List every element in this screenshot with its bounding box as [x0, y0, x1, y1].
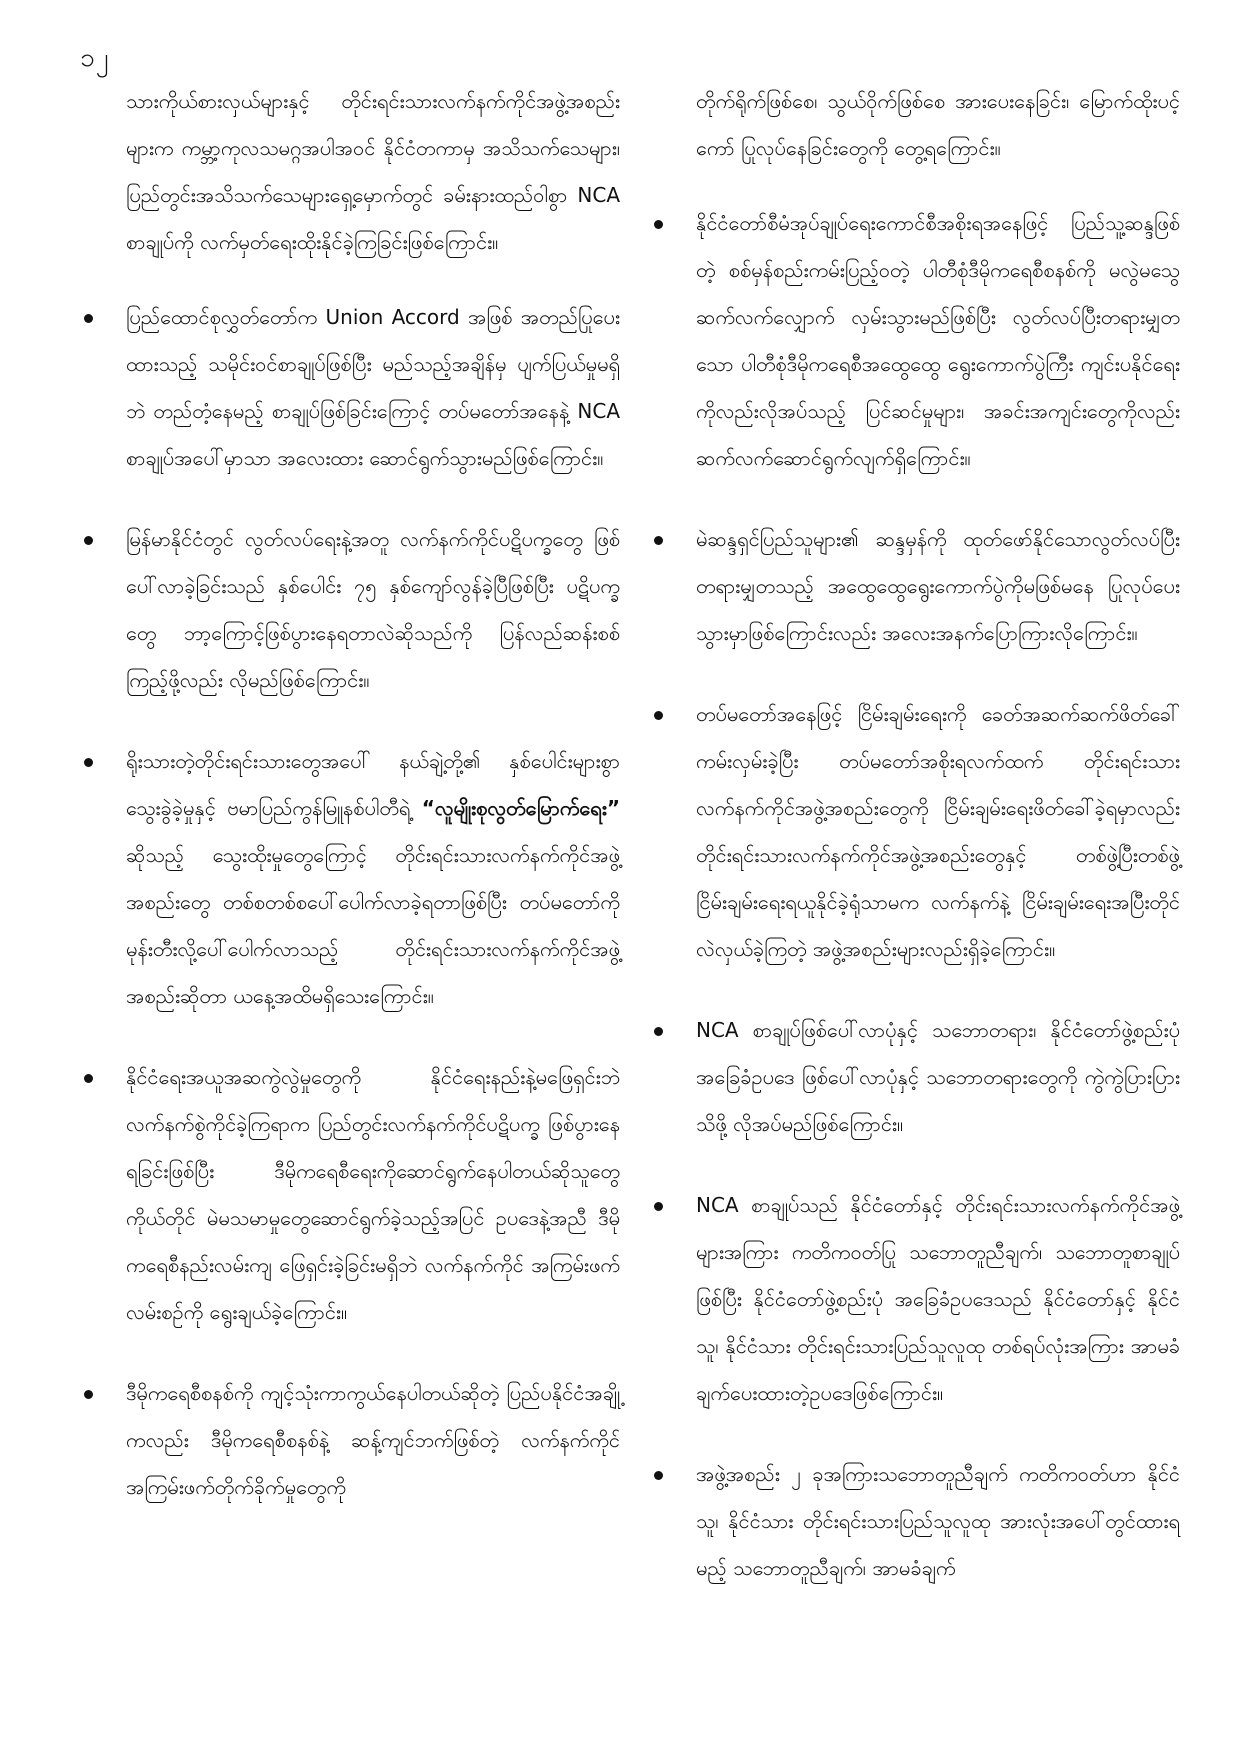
- bullet-text: အဖွဲ့အစည်း ၂ ခုအကြားသဘောတူညီချက် ကတိကဝတ်ဟာ နိုင်ငံသူ၊ နိုင်ငံသား တိုင်းရင်းသားပြည်သူလူထု အားလုံးအပေါ်တွင်ထားရမည့် သဘောတူညီချက်၊ အာမခံချက်: [696, 1462, 1180, 1580]
- bullet-item: [650, 1007, 1180, 1148]
- bullet-dot-icon: [84, 1390, 93, 1399]
- bullet-dot-icon: [654, 536, 663, 545]
- bullet-text: NCA စာချုပ်ဖြစ်ပေါ်လာပုံနှင့် သဘောတရား၊ နိုင်ငံတော်ဖွဲ့စည်းပုံ အခြေခံဥပဒေ ဖြစ်ပေါ်လာပုံနှင့် သဘောတရားတွေကို ကွဲကွဲပြားပြားသိဖို့ လိုအပ်မည်ဖြစ်ကြောင်း။: [696, 1018, 1180, 1136]
- bullet-item: [80, 516, 620, 704]
- bullet-dot-icon: [654, 1202, 663, 1211]
- bullet-text: မြန်မာနိုင်ငံတွင် လွတ်လပ်ရေးနဲ့အတူ လက်နက်ကိုင်ပဋိပက္ခတွေ ဖြစ်ပေါ်လာခဲ့ခြင်းသည် နှစ်ပေါင်း ၇၅ နှစ်ကျော်လွန်ခဲ့ပြီဖြစ်ပြီး ပဋိပက္ခတွေ ဘာ့ကြောင့်ဖြစ်ပွားနေရတာလဲဆိုသည်ကို ပြန်လည်ဆန်းစစ်ကြည့်ဖို့လည်း လိုမည်ဖြစ်ကြောင်း။: [126, 527, 620, 692]
- bullet-dot-icon: [84, 314, 93, 323]
- bullet-item: [80, 738, 620, 1020]
- bullet-text-post: ဆိုသည့် သွေးထိုးမှုတွေကြောင့် တိုင်းရင်းသားလက်နက်ကိုင်အဖွဲ့အစည်းတွေ တစ်စတစ်စပေါ်ပေါက်လာခဲ့ရတာဖြစ်ပြီး တပ်မတော်ကို မုန်းတီးလို့ပေါ်ပေါက်လာသည့် တိုင်းရင်းသားလက်နက်ကိုင်အဖွဲ့အစည်းဆိုတာ ယနေ့အထိမရှိသေးကြောင်း။: [126, 843, 620, 1008]
- bullet-text: တပ်မတော်အနေဖြင့် ငြိမ်းချမ်းရေးကို ခေတ်အဆက်ဆက်ဖိတ်ခေါ်ကမ်းလှမ်းခဲ့ပြီး တပ်မတော်အစိုးရလက်ထက် တိုင်းရင်းသားလက်နက်ကိုင်အဖွဲ့အစည်းတွေကို ငြိမ်းချမ်းရေးဖိတ်ခေါ်ခဲ့ရမှာလည်း တိုင်းရင်းသားလက်နက်ကိုင်အဖွဲ့အစည်းတွေနှင့် တစ်ဖွဲ့ပြီးတစ်ဖွဲ့ ငြိမ်းချမ်းရေးရယူနိုင်ခဲ့ရုံသာမက လက်နက်နဲ့ ငြိမ်းချမ်းရေးအပြီးတိုင်လဲလှယ်ခဲ့ကြတဲ့ အဖွဲ့အစည်းများလည်းရှိခဲ့ကြောင်း။: [696, 702, 1180, 961]
- bullet-text: ပြည်ထောင်စုလွှတ်တော်က Union Accord အဖြစ် အတည်ပြုပေးထားသည့် သမိုင်းဝင်စာချုပ်ဖြစ်ပြီး မည်သည့်အချိန်မှ ပျက်ပြယ်မှုမရှိဘဲ တည်တံ့နေမည့် စာချုပ်ဖြစ်ခြင်းကြောင့် တပ်မတော်အနေနဲ့ NCA စာချုပ်အပေါ်မှာသာ အလေးထား ဆောင်ရွက်သွားမည်ဖြစ်ကြောင်း။: [126, 305, 620, 470]
- bullet-item: [650, 516, 1180, 657]
- right-column: [650, 78, 1180, 1626]
- bullet-dot-icon: [84, 536, 93, 545]
- bullet-dot-icon: [654, 711, 663, 720]
- bullet-item: [80, 294, 620, 482]
- paragraph-continuation: သားကိုယ်စားလှယ်များနှင့် တိုင်းရင်းသားလက်နက်ကိုင်အဖွဲ့အစည်းများက ကမ္ဘာ့ကုလသမဂ္ဂအပါအဝင် နိုင်ငံတကာမှ အသိသက်သေများ၊ ပြည်တွင်းအသိသက်သေများရှေ့မှောက်တွင် ခမ်းနားထည်ဝါစွာ NCA စာချုပ်ကို လက်မှတ်ရေးထိုးနိုင်ခဲ့ကြခြင်းဖြစ်ကြောင်း။: [126, 89, 620, 254]
- bullet-item: [650, 1451, 1180, 1592]
- bullet-item: [650, 1182, 1180, 1417]
- bullet-item: [650, 691, 1180, 973]
- bullet-dot-icon: [654, 1471, 663, 1480]
- bullet-text-pre: ရိုးသားတဲ့တိုင်းရင်းသားတွေအပေါ် နယ်ချဲ့တို့၏ နှစ်ပေါင်းများစွာသွေးခွဲခဲ့မှုနှင့် ဗမာပြည်ကွန်မြူနစ်ပါတီရဲ့: [126, 749, 620, 820]
- bullet-item: [80, 1370, 620, 1511]
- bullet-text: မဲဆန္ဒရှင်ပြည်သူများ၏ ဆန္ဒမှန်ကို ထုတ်ဖော်နိုင်သောလွတ်လပ်ပြီးတရားမျှတသည့် အထွေထွေရွေးကောက်ပွဲကိုမဖြစ်မနေ ပြုလုပ်ပေးသွားမှာဖြစ်ကြောင်းလည်း အလေးအနက်ပြောကြားလိုကြောင်း။: [696, 527, 1180, 645]
- bullet-item: [650, 200, 1180, 482]
- bullet-dot-icon: [84, 1074, 93, 1083]
- bullet-item: [80, 1054, 620, 1336]
- page-number: ၁၂: [80, 43, 110, 73]
- bullet-dot-icon: [654, 1027, 663, 1036]
- bullet-text: ဒီမိုကရေစီစနစ်ကို ကျင့်သုံးကာကွယ်နေပါတယ်ဆိုတဲ့ ပြည်ပနိုင်ငံအချို့ကလည်း ဒီမိုကရေစီစနစ်နဲ့ ဆန့်ကျင်ဘက်ဖြစ်တဲ့ လက်နက်ကိုင်အကြမ်းဖက်တိုက်ခိုက်မှုတွေကို: [126, 1381, 620, 1499]
- bullet-text-emphasis: “လူမျိုးစုလွတ်မြောက်ရေး”: [421, 796, 620, 820]
- bullet-dot-icon: [654, 220, 663, 229]
- bullet-text: နိုင်ငံတော်စီမံအုပ်ချုပ်ရေးကောင်စီအစိုးရအနေဖြင့် ပြည်သူ့ဆန္ဒဖြစ်တဲ့ စစ်မှန်စည်းကမ်းပြည့်ဝတဲ့ ပါတီစုံဒီမိုကရေစီစနစ်ကို မလွဲမသွေ ဆက်လက်လျှောက် လှမ်းသွားမည်ဖြစ်ပြီး လွတ်လပ်ပြီးတရားမျှတသော ပါတီစုံဒီမိုကရေစီအထွေထွေ ရွေးကောက်ပွဲကြီး ကျင်းပနိုင်ရေးကိုလည်းလိုအပ်သည့် ပြင်ဆင်မှုများ၊ အခင်းအကျင်းတွေကိုလည်းဆက်လက်ဆောင်ရွက်လျက်ရှိကြောင်း။: [696, 211, 1180, 470]
- bullet-dot-icon: [84, 758, 93, 767]
- bullet-text: NCA စာချုပ်သည် နိုင်ငံတော်နှင့် တိုင်းရင်းသားလက်နက်ကိုင်အဖွဲ့များအကြား ကတိကဝတ်ပြု သဘောတူညီချက်၊ သဘောတူစာချုပ်ဖြစ်ပြီး နိုင်ငံတော်ဖွဲ့စည်းပုံ အခြေခံဥပဒေသည် နိုင်ငံတော်နှင့် နိုင်ငံသူ၊ နိုင်ငံသား တိုင်းရင်းသားပြည်သူလူထု တစ်ရပ်လုံးအကြား အာမခံချက်ပေးထားတဲ့ဥပဒေဖြစ်ကြောင်း။: [696, 1193, 1180, 1405]
- left-column: [80, 78, 620, 1545]
- bullet-text: နိုင်ငံရေးအယူအဆကွဲလွဲမှုတွေကို နိုင်ငံရေးနည်းနဲ့မဖြေရှင်းဘဲ လက်နက်စွဲကိုင်ခဲ့ကြရာက ပြည်တွင်းလက်နက်ကိုင်ပဋိပက္ခ ဖြစ်ပွားနေရခြင်းဖြစ်ပြီး ဒီမိုကရေစီရေးကိုဆောင်ရွက်နေပါတယ်ဆိုသူတွေကိုယ်တိုင် မဲမသမာမှုတွေဆောင်ရွက်ခဲ့သည့်အပြင် ဥပဒေနဲ့အညီ ဒီမိုကရေစီနည်းလမ်းကျ ဖြေရှင်းခဲ့ခြင်းမရှိဘဲ လက်နက်ကိုင် အကြမ်းဖက်လမ်းစဉ်ကို ရွေးချယ်ခဲ့ကြောင်း။: [126, 1065, 620, 1324]
- paragraph-continuation: တိုက်ရိုက်ဖြစ်စေ၊ သွယ်ဝိုက်ဖြစ်စေ အားပေးနေခြင်း၊ မြောက်ထိုးပင့်ကော် ပြုလုပ်နေခြင်းတွေကို တွေ့ရကြောင်း။: [696, 89, 1180, 160]
